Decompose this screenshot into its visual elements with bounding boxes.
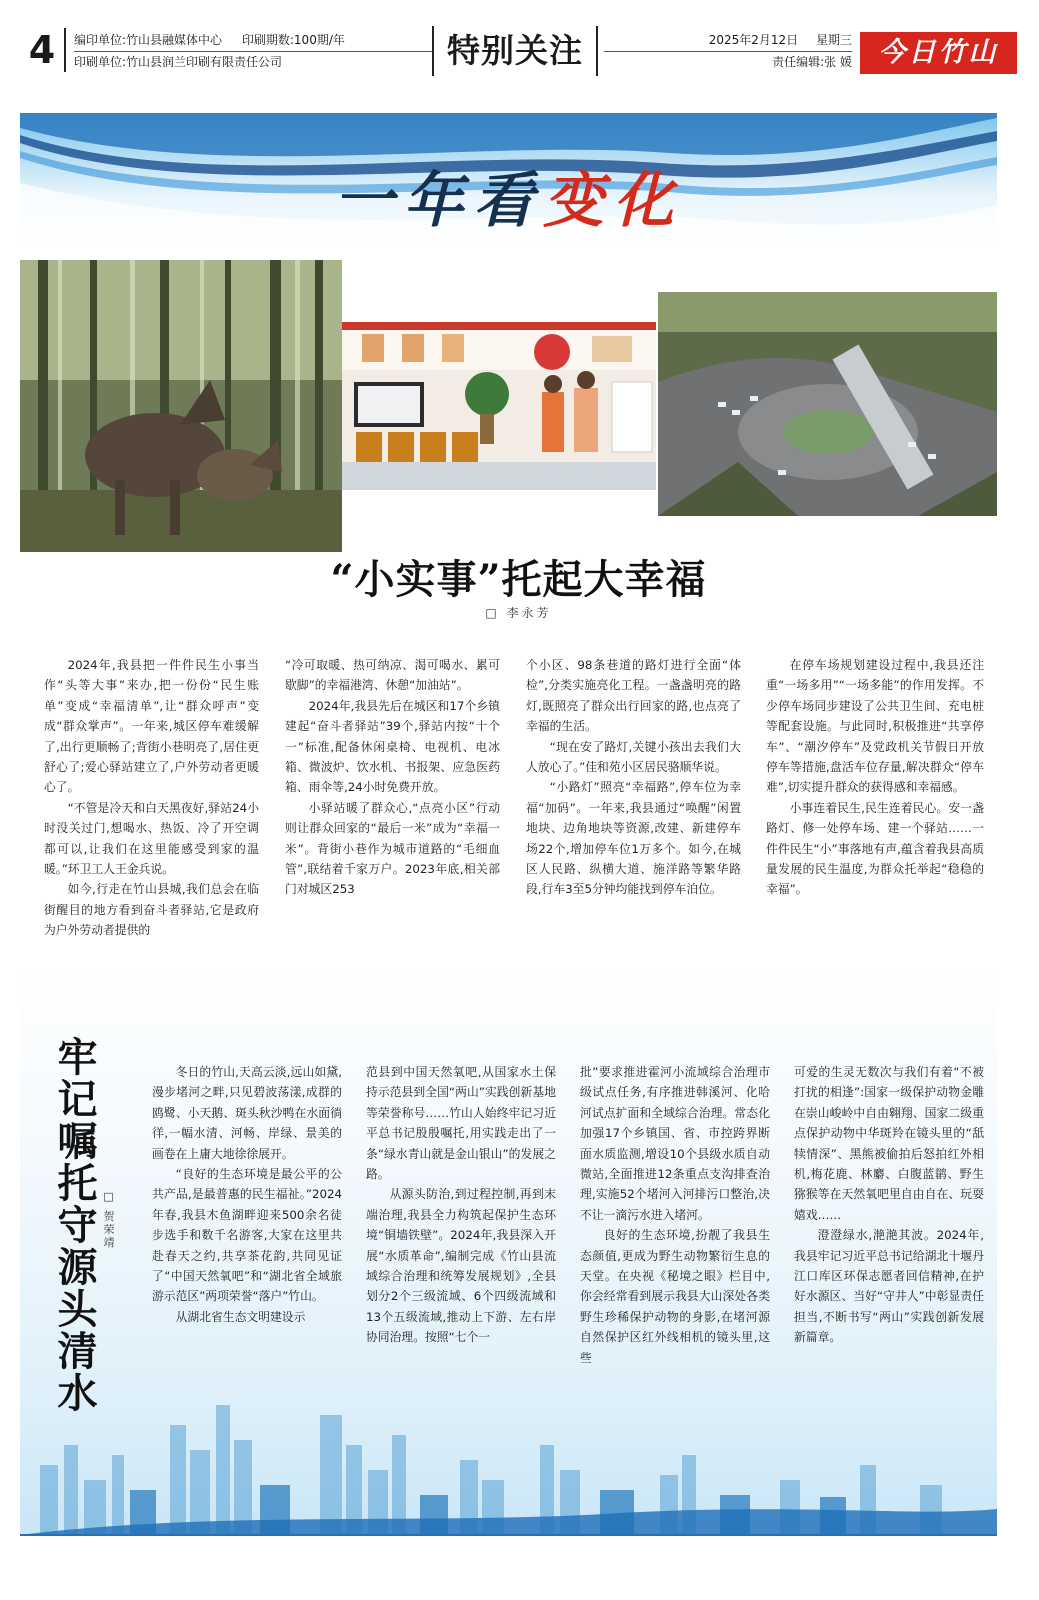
paragraph: 良好的生态环境,扮靓了我县生态颜值,更成为野生动物繁衍生息的天堂。在央视《秘境之眼》栏目中,你会经常看到展示我县大山深处各类野生珍稀保护动物的身影,在堵河源自然保护区红外线相机的镜头里,这些 [580,1228,770,1365]
article1-byline: □ 李永芳 [485,606,552,620]
section-title: 特别关注 [432,26,598,76]
publication-info [74,30,434,73]
article1-column-2 [285,655,500,900]
issue-date: 2025年2月12日 [708,33,799,47]
photo-parking-lot [658,292,997,516]
paragraph: 从湖北省生态文明建设示 [175,1309,306,1324]
banner [20,113,997,263]
date-info [604,30,852,73]
page-number: 4 [20,28,66,72]
article2-column-1 [152,1062,342,1327]
article2-byline: □ 贺荣靖 [102,1190,115,1250]
paragraph: 在停车场规划建设过程中,我县还注重“一场多用”“一场多能”的作用发挥。不少停车场同步建设了公共卫生间、充电桩等配套设施。与此同时,积极推进“共享停车”、“潮汐停车”及党政机关节假日开放停车等措施,盘活车位存量,解决群众“停车难”,切实提升群众的获得感和幸福感。 [766,658,984,795]
paragraph: “现在安了路灯,关键小孩出去我们大人放心了。”佳和苑小区居民骆顺华说。 [526,739,741,775]
article2-title: 牢记嘱托守源头清水 [51,1036,98,1414]
article2-column-4 [794,1062,984,1348]
article2-column-3 [580,1062,770,1368]
paragraph: 澄澄绿水,滟滟其波。2024年,我县牢记习近平总书记给湖北十堰丹江口库区环保志愿者回信精神,在护好水源区、当好“守井人”中彰显责任担当,不断书写“两山”实践创新发展新篇章。 [794,1228,984,1345]
masthead [20,26,1017,78]
paragraph: “冷可取暖、热可纳凉、渴可喝水、累可歇脚”的幸福港湾、休憩“加油站”。 [285,658,500,693]
responsible-editor: 责任编辑:张 媛 [772,55,852,69]
article1-column-4 [766,655,984,900]
paragraph: 小事连着民生,民生连着民心。安一盏路灯、修一处停车场、建一个驿站……一件件民生“小”事落地有声,蕴含着我县高质量发展的民生温度,为群众托举起“稳稳的幸福”。 [766,800,984,897]
paragraph: “良好的生态环境是最公平的公共产品,是最普惠的民生福祉。”2024年春,我县木鱼湖畔迎来500余名徒步选手和数千名游客,大家在这里共赴春天之约,共享茶花韵,共同见证了“中国天然氧吧”和“湖北省全域旅游示范区”两项荣誉“落户”竹山。 [152,1167,342,1304]
photo-wild-serow [20,260,342,552]
article1-column-3 [526,655,741,900]
editor-unit: 编印单位:竹山县融媒体中心 [74,33,223,47]
paragraph: 小驿站暖了群众心,“点亮小区”行动则让群众回家的“最后一米”成为“幸福一米”。背街小巷作为城市道路的“毛细血管”,联结着千家万户。2023年底,相关部门对城区253 [285,800,500,897]
photo-rest-station [342,322,656,490]
article2-column-2 [366,1062,556,1348]
bottom-divider [20,1534,997,1536]
paragraph: 冬日的竹山,天高云淡,远山如黛,漫步堵河之畔,只见碧波荡漾,成群的鸥鹭、小天鹅、斑头秋沙鸭在水面徜徉,一幅水清、河畅、岸绿、景美的画卷在上庸大地徐徐展开。 [152,1065,342,1161]
paragraph: “小路灯”照亮“幸福路”,停车位为幸福“加码”。一年来,我县通过“唤醒”闲置地块、边角地块等资源,改建、新建停车场22个,增加停车位1万多个。如今,在城区人民路、纵横大道、施洋路等繁华路段,行车3至5分钟均能找到停车泊位。 [526,780,741,897]
paragraph: 可爱的生灵无数次与我们有着“不被打扰的相逢”:国家一级保护动物金雕在崇山峻岭中自由翱翔、国家二级重点保护动物中华斑羚在镜头里的“舐犊情深”、黑熊被偷拍后怒拍红外相机,梅花鹿、林麝、白腹蓝鹟、野生猕猴等在天然氧吧里自由自在、玩耍嬉戏…… [794,1065,984,1222]
weekday: 星期三 [815,33,852,47]
banner-title [20,153,997,239]
issue-count: 印刷期数:100期/年 [241,33,345,47]
printer-unit: 印刷单位:竹山县润兰印刷有限责任公司 [74,55,283,69]
paragraph: 如今,行走在竹山县城,我们总会在临街醒目的地方看到奋斗者驿站,它是政府为户外劳动者提供的 [44,882,259,938]
paragraph: 2024年,我县先后在城区和17个乡镇建起“奋斗者驿站”39个,驿站内按“十个一”标准,配备休闲桌椅、电视机、电冰箱、微波炉、饮水机、书报架、应急医药箱、雨伞等,24小时免费开放。 [285,698,500,795]
city-skyline-graphic [20,1385,997,1535]
paragraph: 范县到中国天然氧吧,从国家水土保持示范县到全国“两山”实践创新基地等荣誉称号……竹山人始终牢记习近平总书记殷殷嘱托,用实践走出了一条“绿水青山就是金山银山”的发展之路。 [366,1065,556,1182]
newspaper-logo: 今日竹山 [860,32,1017,74]
paragraph: 批”要求推进霍河小流域综合治理市级试点任务,有序推进韩溪河、化哈河试点扩面和全域综合治理。常态化加强17个乡镇国、省、市控跨界断面水质监测,增设10个县级水质自动微站,全面推进12条重点支沟排查治理,实施52个堵河入河排污口整治,决不让一滴污水进入堵河。 [580,1065,770,1222]
article1-column-1 [44,655,259,941]
article1-title: “小实事”托起大幸福 [330,556,707,603]
banner-title-part2: 变化 [543,166,684,236]
paragraph: 个小区、98条巷道的路灯进行全面“体检”,分类实施亮化工程。一盏盏明亮的路灯,既照亮了群众出行回家的路,也点亮了幸福的生活。 [526,658,741,734]
paragraph: “不管是冷天和白天黑夜好,驿站24小时没关过门,想喝水、热饭、冷了开空调都可以,让我们在这里能感受到家的温暖。”环卫工人王金兵说。 [44,800,259,877]
paragraph: 从源头防治,到过程控制,再到末端治理,我县全力构筑起保护生态环境“铜墙铁壁”。2024年,我县深入开展“水质革命”,编制完成《竹山县流域综合治理和统筹发展规划》,全县划分2个三级流域、6个四级流域和13个五级流域,推动上下游、左右岸协同治理。按照“七个一 [366,1187,556,1345]
paragraph: 2024年,我县把一件件民生小事当作“头等大事”来办,把一份份“民生账单”变成“幸福清单”,让“群众呼声”变成“群众掌声”。一年来,城区停车难缓解了,出行更顺畅了;背街小巷明亮了,居住更舒心了;爱心驿站建立了,户外劳动者更暖心了。 [44,658,259,795]
banner-title-part1: 一年看 [333,166,544,236]
